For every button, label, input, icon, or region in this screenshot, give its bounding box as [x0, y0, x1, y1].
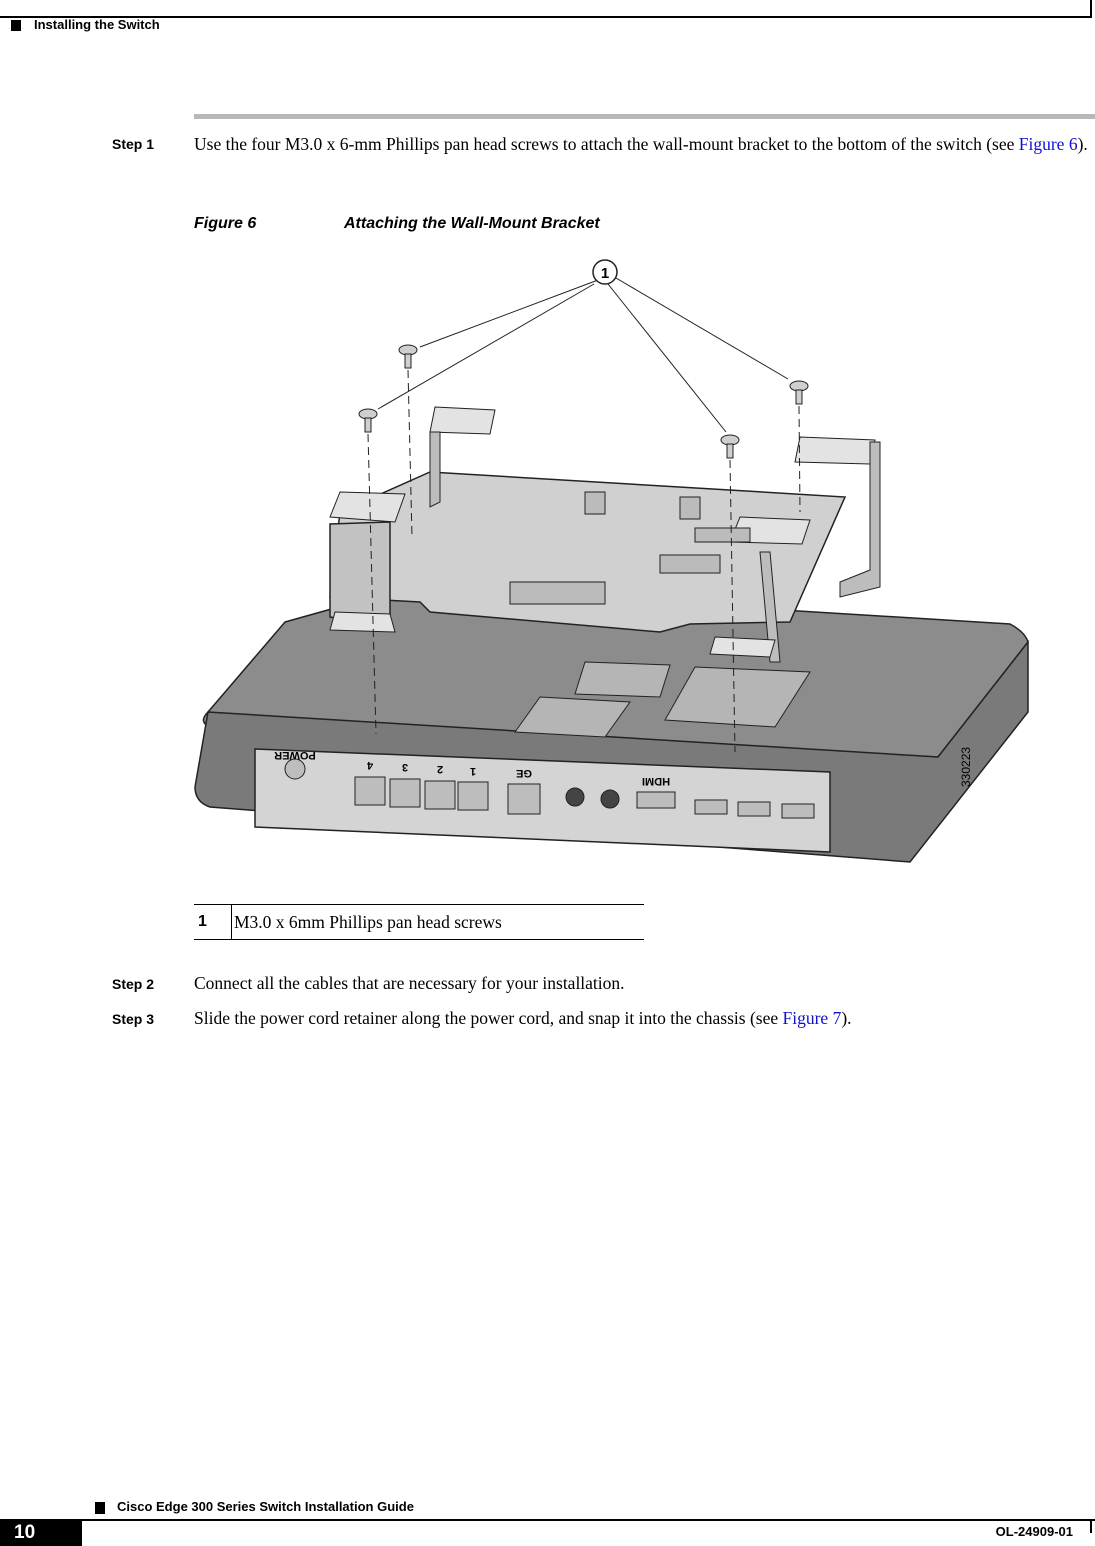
bracket-slot — [695, 528, 750, 542]
bracket-right-top-tab — [795, 437, 875, 464]
header-rule — [0, 16, 1092, 18]
label-port-1: 1 — [469, 765, 477, 777]
callout-table — [194, 904, 644, 940]
hdmi-port — [637, 792, 675, 808]
wall-mount-illustration — [190, 252, 1040, 877]
bracket-right-wall — [840, 442, 880, 597]
step-1-text-after: ). — [1077, 134, 1088, 154]
callout-table-desc: M3.0 x 6mm Phillips pan head screws — [234, 912, 502, 932]
page-number-box — [0, 1519, 82, 1546]
bracket-right-foot — [710, 637, 775, 657]
figure-number: Figure 6 — [194, 215, 257, 232]
label-ge: GE — [516, 767, 532, 779]
bracket-slot — [660, 555, 720, 573]
power-jack — [285, 759, 305, 779]
footer-book-title: Cisco Edge 300 Series Switch Installation Guide — [117, 1499, 414, 1514]
step-3-text — [194, 1006, 1089, 1030]
footer-doc-number: OL-24909-01 — [995, 1524, 1073, 1539]
footer-tick — [1090, 1521, 1092, 1533]
figure-title: Attaching the Wall-Mount Bracket — [344, 215, 600, 232]
screw — [359, 345, 808, 458]
callout-table-num: 1 — [194, 905, 232, 939]
illustration-id: 330223 — [959, 746, 973, 787]
bracket-left-wall — [430, 432, 440, 507]
bracket-slot — [585, 492, 605, 514]
usb-port — [782, 804, 814, 818]
label-power: POWER — [274, 749, 316, 761]
header-tick — [1090, 0, 1092, 18]
header-marker — [11, 20, 21, 31]
step-2-text: Connect all the cables that are necessary for your installation. — [194, 973, 625, 993]
bracket-slot — [680, 497, 700, 519]
step-1-text-before: Use the four M3.0 x 6-mm Phillips pan head screws to attach the wall-mount bracket to the bottom of the switch (see — [194, 134, 1019, 154]
footer-rule — [82, 1519, 1095, 1521]
label-port-4: 4 — [366, 759, 374, 771]
bracket-left-top-tab — [430, 407, 495, 434]
step-3-text-before: Slide the power cord retainer along the power cord, and snap it into the chassis (see — [194, 1008, 783, 1028]
bracket-slot — [510, 582, 605, 604]
page-number: 10 — [14, 1522, 36, 1543]
step-2-label: Step 2 — [112, 976, 155, 992]
footer-marker — [95, 1502, 105, 1514]
label-port-2: 2 — [436, 763, 444, 775]
recess-center — [575, 662, 670, 697]
header-chapter-title: Installing the Switch — [34, 17, 160, 32]
label-hdmi: HDMI — [641, 775, 671, 787]
usb-port — [695, 800, 727, 814]
callout-marker-label: 1 — [600, 265, 610, 282]
bracket-left-flange — [330, 522, 390, 627]
step-1-text — [194, 132, 1089, 156]
usb-port — [738, 802, 770, 816]
figure-7-link[interactable]: Figure 7 — [782, 1008, 842, 1028]
step-1-label: Step 1 — [112, 136, 155, 152]
bracket-left-foot — [330, 612, 395, 632]
bracket-left-tab — [330, 492, 405, 522]
step-3-text-after: ). — [841, 1008, 852, 1028]
audio-jack — [601, 790, 619, 808]
audio-jack — [566, 788, 584, 806]
section-rule — [194, 114, 1095, 119]
step-3-label: Step 3 — [112, 1011, 155, 1027]
label-port-3: 3 — [401, 761, 409, 773]
figure-6-link[interactable]: Figure 6 — [1018, 134, 1078, 154]
